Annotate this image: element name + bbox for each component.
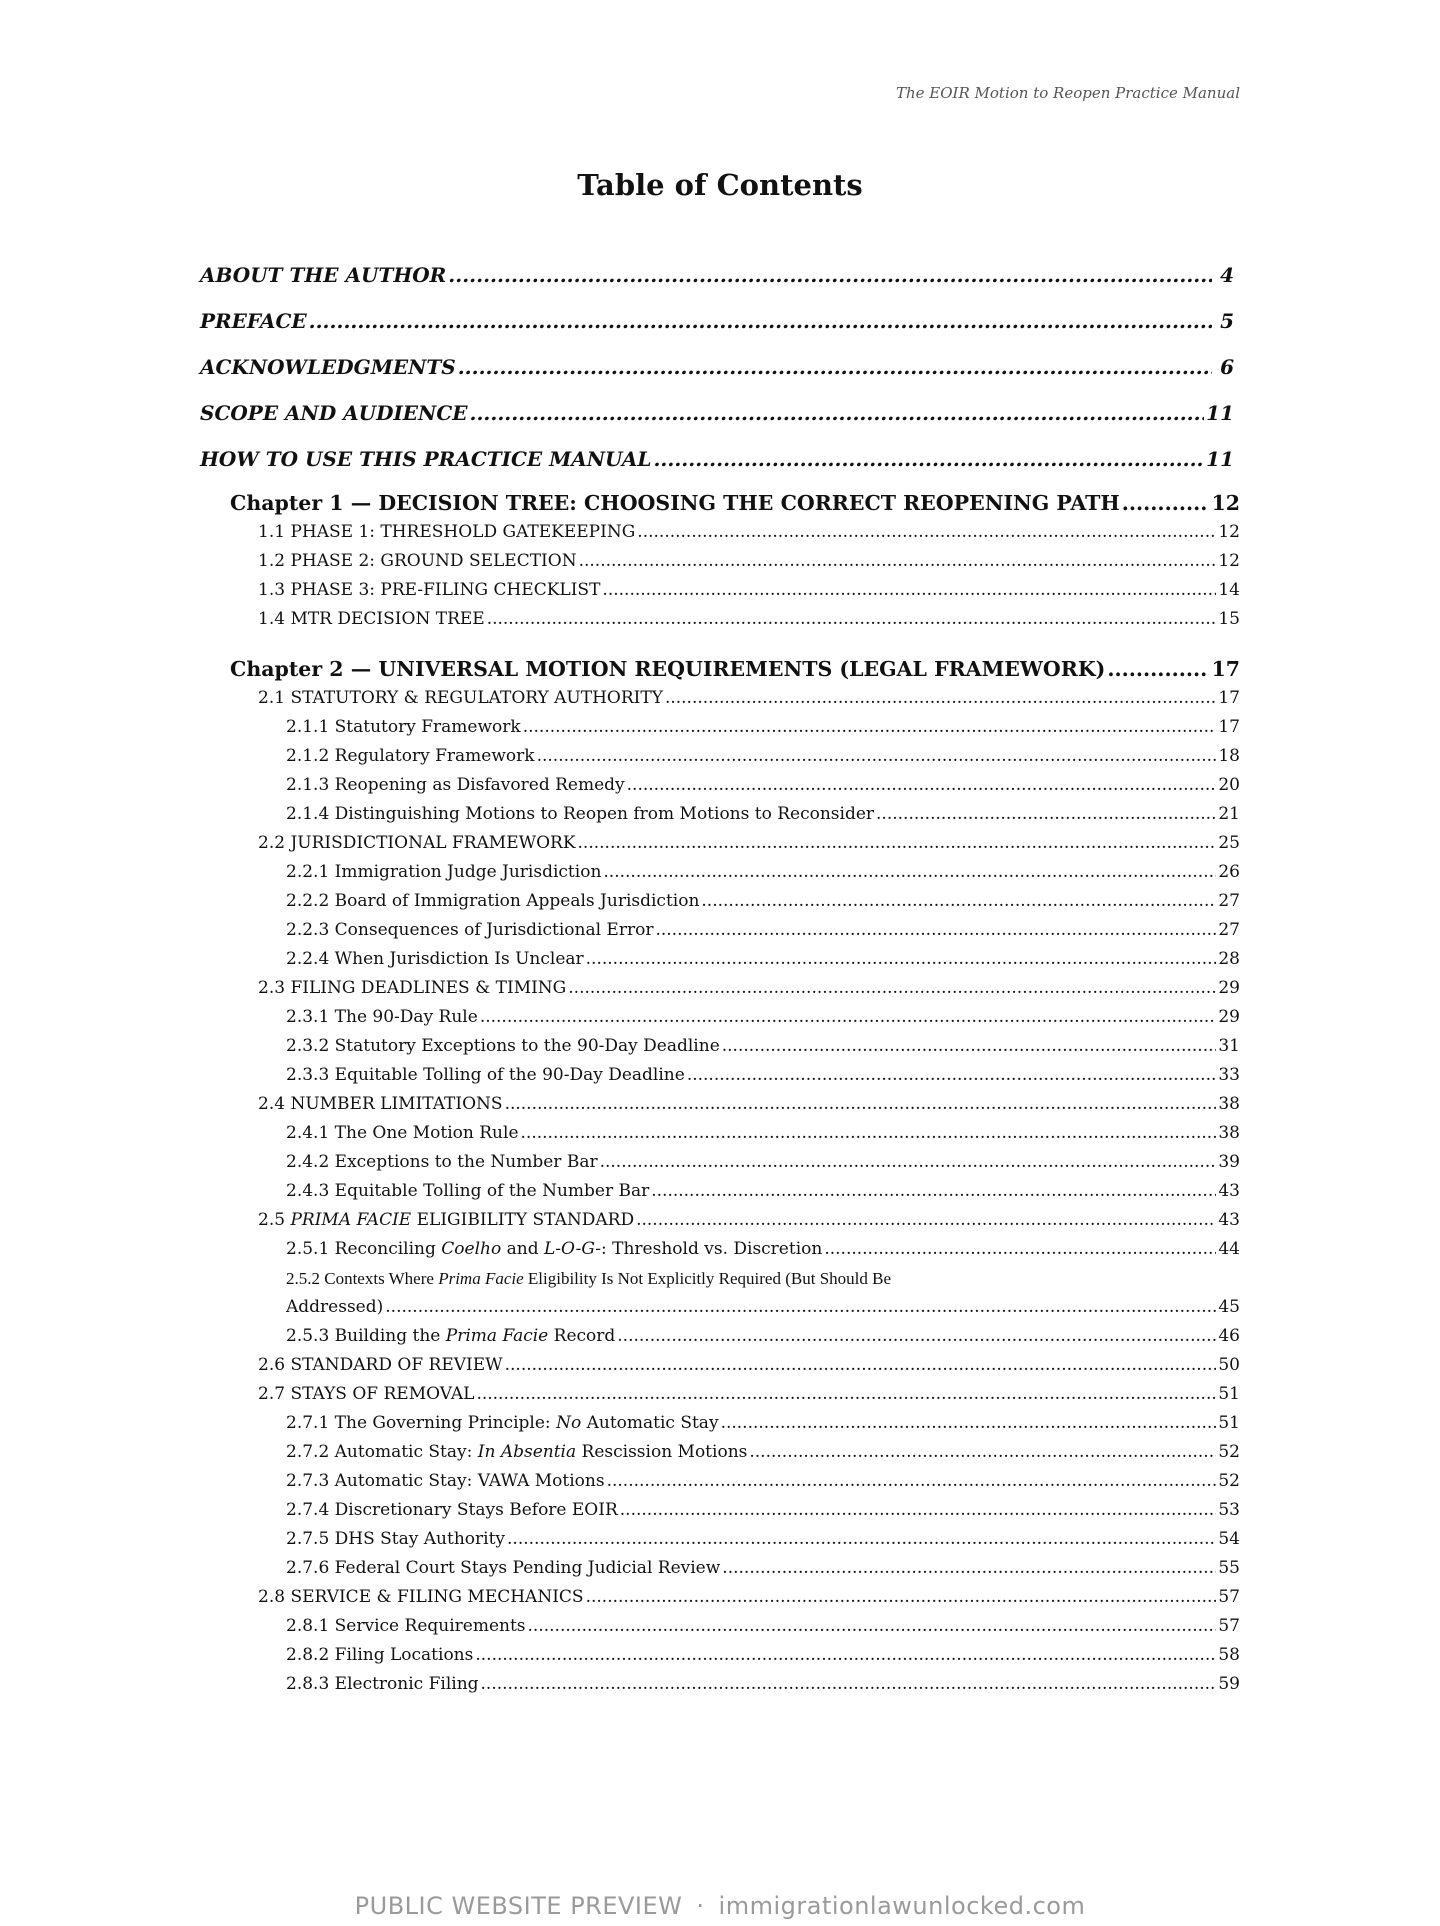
toc-entry-title: Addressed) bbox=[286, 1297, 384, 1317]
toc-subsection-2-7-1[interactable] bbox=[200, 1409, 1240, 1438]
dot-leader bbox=[824, 1235, 1216, 1264]
toc-entry-title bbox=[258, 1206, 634, 1235]
toc-subsection-2-2-2[interactable] bbox=[200, 887, 1240, 916]
toc-italic-text: Coelho bbox=[441, 1239, 502, 1259]
toc-page-number: 27 bbox=[1218, 891, 1240, 911]
toc-entry-title: 1.3 PHASE 3: PRE-FILING CHECKLIST bbox=[258, 580, 601, 600]
toc-section-2-7[interactable] bbox=[200, 1380, 1240, 1409]
toc-section-1-4[interactable] bbox=[200, 605, 1240, 634]
footer-separator: · bbox=[696, 1892, 705, 1920]
toc-entry-title: 2.2 JURISDICTIONAL FRAMEWORK bbox=[258, 833, 576, 853]
toc-entry-title bbox=[286, 1438, 747, 1467]
toc-page-number: 18 bbox=[1218, 746, 1240, 766]
toc-entry-title: 2.1 STATUTORY & REGULATORY AUTHORITY bbox=[258, 688, 663, 708]
toc-entry-title: 2.1.2 Regulatory Framework bbox=[286, 746, 535, 766]
toc-entry-title: 2.1.1 Statutory Framework bbox=[286, 717, 521, 737]
dot-leader bbox=[537, 742, 1217, 771]
toc-entry-title: 2.3.3 Equitable Tolling of the 90-Day Deadline bbox=[286, 1065, 685, 1085]
toc-entry-title: 2.6 STANDARD OF REVIEW bbox=[258, 1355, 503, 1375]
dot-leader bbox=[309, 298, 1212, 344]
toc-subsection-2-4-3[interactable] bbox=[200, 1177, 1240, 1206]
dot-leader bbox=[636, 1206, 1216, 1235]
toc-italic-text: PRIMA FACIE bbox=[290, 1210, 412, 1230]
toc-text: 2.5 bbox=[258, 1210, 291, 1230]
toc-entry-title: 2.7.5 DHS Stay Authority bbox=[286, 1529, 506, 1549]
toc-page-number: 59 bbox=[1218, 1674, 1240, 1694]
dot-leader bbox=[586, 1583, 1217, 1612]
toc-italic-text: No bbox=[556, 1413, 582, 1433]
toc-entry-title: 2.4.1 The One Motion Rule bbox=[286, 1123, 519, 1143]
toc-subsection-2-2-4[interactable] bbox=[200, 945, 1240, 974]
toc-subsection-2-7-2[interactable] bbox=[200, 1438, 1240, 1467]
toc-entry-title: 2.7 STAYS OF REMOVAL bbox=[258, 1384, 475, 1404]
toc-page-number: 33 bbox=[1218, 1065, 1240, 1085]
toc-subsection-2-1-1[interactable] bbox=[200, 713, 1240, 742]
toc-page-number: 12 bbox=[1211, 491, 1240, 515]
toc-entry-title bbox=[286, 1409, 719, 1438]
dot-leader bbox=[475, 1641, 1216, 1670]
dot-leader bbox=[607, 1467, 1217, 1496]
dot-leader bbox=[507, 1525, 1216, 1554]
dot-leader bbox=[687, 1061, 1217, 1090]
dot-leader bbox=[721, 1409, 1217, 1438]
toc-entry-title: 2.2.4 When Jurisdiction Is Unclear bbox=[286, 949, 584, 969]
dot-leader bbox=[665, 684, 1216, 713]
dot-leader bbox=[701, 887, 1216, 916]
toc-page-number: 54 bbox=[1218, 1529, 1240, 1549]
toc-page-number: 28 bbox=[1218, 949, 1240, 969]
toc-page-number: 57 bbox=[1218, 1616, 1240, 1636]
dot-leader bbox=[448, 252, 1212, 298]
toc-page-number: 17 bbox=[1211, 657, 1240, 681]
dot-leader bbox=[487, 605, 1217, 634]
toc-page-number: 52 bbox=[1218, 1471, 1240, 1491]
toc-subsection-2-8-3[interactable] bbox=[200, 1670, 1240, 1699]
dot-leader bbox=[637, 518, 1216, 547]
toc-entry-title: 2.8.2 Filing Locations bbox=[286, 1645, 474, 1665]
toc-page-number: 55 bbox=[1218, 1558, 1240, 1578]
toc-page-number: 51 bbox=[1218, 1384, 1240, 1404]
dot-leader bbox=[602, 576, 1216, 605]
toc-page-number: 29 bbox=[1218, 978, 1240, 998]
toc-page-number: 6 bbox=[1220, 355, 1234, 379]
dot-leader bbox=[568, 974, 1216, 1003]
toc-page-number: 53 bbox=[1218, 1500, 1240, 1520]
toc-entry-title: 2.2.1 Immigration Judge Jurisdiction bbox=[286, 862, 602, 882]
preview-footer bbox=[0, 1892, 1440, 1920]
toc-chapter-title: Chapter 2 — UNIVERSAL MOTION REQUIREMENTS (LEGAL FRAMEWORK) bbox=[230, 657, 1106, 681]
footer-preview-label: PUBLIC WEBSITE PREVIEW bbox=[354, 1892, 683, 1920]
dot-leader bbox=[620, 1496, 1217, 1525]
toc-page-number: 57 bbox=[1218, 1587, 1240, 1607]
toc-section-2-6[interactable] bbox=[200, 1351, 1240, 1380]
toc-page-number: 45 bbox=[1218, 1297, 1240, 1317]
toc-entry-title: 2.7.3 Automatic Stay: VAWA Motions bbox=[286, 1471, 605, 1491]
toc-text: 2.5.3 Building the bbox=[286, 1326, 446, 1346]
dot-leader bbox=[385, 1293, 1216, 1322]
toc-subsection-2-3-3[interactable] bbox=[200, 1061, 1240, 1090]
dot-leader bbox=[603, 858, 1216, 887]
toc-subsection-2-5-3[interactable] bbox=[200, 1322, 1240, 1351]
toc-entry-title: 2.7.4 Discretionary Stays Before EOIR bbox=[286, 1500, 618, 1520]
footer-website-link[interactable]: immigrationlawunlocked.com bbox=[718, 1892, 1086, 1920]
dot-leader bbox=[876, 800, 1216, 829]
toc-italic-text: L-O-G- bbox=[544, 1239, 601, 1259]
toc-entry-title: 2.2.2 Board of Immigration Appeals Jurisdiction bbox=[286, 891, 700, 911]
toc-section-2-2[interactable] bbox=[200, 829, 1240, 858]
toc-subsection-2-1-2[interactable] bbox=[200, 742, 1240, 771]
toc-subsection-2-4-1[interactable] bbox=[200, 1119, 1240, 1148]
toc-page-number: 31 bbox=[1218, 1036, 1240, 1056]
toc-subsection-2-3-1[interactable] bbox=[200, 1003, 1240, 1032]
toc-italic-text: Prima Facie bbox=[438, 1269, 524, 1288]
toc-page-number: 15 bbox=[1218, 609, 1240, 629]
toc-page-number: 4 bbox=[1220, 263, 1234, 287]
dot-leader bbox=[579, 547, 1217, 576]
dot-leader bbox=[505, 1090, 1217, 1119]
toc-text: 2.7.1 The Governing Principle: bbox=[286, 1413, 557, 1433]
toc-text: 2.5.2 Contexts Where bbox=[286, 1269, 439, 1288]
toc-page-number: 25 bbox=[1218, 833, 1240, 853]
toc-text: : Threshold vs. Discretion bbox=[601, 1239, 823, 1259]
toc-page-number: 11 bbox=[1206, 401, 1234, 425]
dot-leader bbox=[476, 1380, 1216, 1409]
dot-leader bbox=[505, 1351, 1217, 1380]
toc-page-number: 58 bbox=[1218, 1645, 1240, 1665]
toc-subsection-2-2-3[interactable] bbox=[200, 916, 1240, 945]
toc-text: 2.7.2 Automatic Stay: bbox=[286, 1442, 478, 1462]
toc-section-2-5[interactable] bbox=[200, 1206, 1240, 1235]
toc-text: Automatic Stay bbox=[581, 1413, 719, 1433]
toc-italic-text: In Absentia bbox=[477, 1442, 577, 1462]
toc-subsection-2-1-4[interactable] bbox=[200, 800, 1240, 829]
toc-subsection-2-8-1[interactable] bbox=[200, 1612, 1240, 1641]
toc-title: Table of Contents bbox=[577, 168, 863, 202]
dot-leader bbox=[627, 771, 1217, 800]
dot-leader bbox=[722, 1032, 1217, 1061]
toc-subsection-2-7-5[interactable] bbox=[200, 1525, 1240, 1554]
table-of-contents bbox=[200, 252, 1240, 1699]
dot-leader bbox=[578, 829, 1217, 858]
toc-entry-title: 2.7.6 Federal Court Stays Pending Judicial Review bbox=[286, 1558, 721, 1578]
toc-entry-title: HOW TO USE THIS PRACTICE MANUAL bbox=[200, 447, 652, 471]
toc-section-1-3[interactable] bbox=[200, 576, 1240, 605]
toc-subsection-2-7-6[interactable] bbox=[200, 1554, 1240, 1583]
dot-leader bbox=[655, 916, 1216, 945]
toc-page-number: 17 bbox=[1218, 717, 1240, 737]
toc-entry-title: 2.4.3 Equitable Tolling of the Number Bar bbox=[286, 1181, 650, 1201]
running-header: The EOIR Motion to Reopen Practice Manual bbox=[896, 84, 1240, 102]
toc-entry-title: 2.4 NUMBER LIMITATIONS bbox=[258, 1094, 503, 1114]
toc-entry-title: 1.1 PHASE 1: THRESHOLD GATEKEEPING bbox=[258, 522, 636, 542]
toc-page-number: 50 bbox=[1218, 1355, 1240, 1375]
toc-entry-about-the-author[interactable] bbox=[200, 252, 1240, 298]
toc-page-number: 29 bbox=[1218, 1007, 1240, 1027]
toc-section-2-1[interactable] bbox=[200, 684, 1240, 713]
toc-page-number: 43 bbox=[1218, 1210, 1240, 1230]
toc-section-2-3[interactable] bbox=[200, 974, 1240, 1003]
toc-entry-title: 2.1.3 Reopening as Disfavored Remedy bbox=[286, 775, 625, 795]
toc-section-2-8[interactable] bbox=[200, 1583, 1240, 1612]
toc-entry-title: 2.4.2 Exceptions to the Number Bar bbox=[286, 1152, 598, 1172]
toc-page-number: 44 bbox=[1218, 1239, 1240, 1259]
toc-entry-title: 2.3.1 The 90-Day Rule bbox=[286, 1007, 478, 1027]
toc-entry-title: SCOPE AND AUDIENCE bbox=[200, 401, 468, 425]
dot-leader bbox=[749, 1438, 1216, 1467]
toc-italic-text: Prima Facie bbox=[445, 1326, 549, 1346]
toc-page-number: 39 bbox=[1218, 1152, 1240, 1172]
toc-page-number: 38 bbox=[1218, 1094, 1240, 1114]
toc-entry-preface[interactable] bbox=[200, 298, 1240, 344]
toc-page-number: 12 bbox=[1218, 551, 1240, 571]
toc-text: 2.5.1 Reconciling bbox=[286, 1239, 442, 1259]
toc-subsection-2-5-2-continued[interactable] bbox=[200, 1293, 1240, 1322]
toc-page-number: 43 bbox=[1218, 1181, 1240, 1201]
toc-page-number: 26 bbox=[1218, 862, 1240, 882]
dot-leader bbox=[1122, 488, 1210, 518]
toc-section-1-1[interactable] bbox=[200, 518, 1240, 547]
toc-section-1-2[interactable] bbox=[200, 547, 1240, 576]
toc-page-number: 5 bbox=[1220, 309, 1234, 333]
toc-chapter-title: Chapter 1 — DECISION TREE: CHOOSING THE CORRECT REOPENING PATH bbox=[230, 491, 1120, 515]
toc-chapter-2[interactable] bbox=[200, 654, 1240, 684]
toc-page-number: 20 bbox=[1218, 775, 1240, 795]
toc-subsection-2-2-1[interactable] bbox=[200, 858, 1240, 887]
toc-text: Record bbox=[548, 1326, 616, 1346]
dot-leader bbox=[651, 1177, 1216, 1206]
toc-entry-title: 2.8 SERVICE & FILING MECHANICS bbox=[258, 1587, 584, 1607]
toc-entry-title: 2.3 FILING DEADLINES & TIMING bbox=[258, 978, 567, 998]
toc-page-number: 17 bbox=[1218, 688, 1240, 708]
dot-leader bbox=[521, 1119, 1217, 1148]
dot-leader bbox=[1107, 654, 1209, 684]
toc-section-2-4[interactable] bbox=[200, 1090, 1240, 1119]
toc-entry-title: 1.4 MTR DECISION TREE bbox=[258, 609, 485, 629]
dot-leader bbox=[722, 1554, 1216, 1583]
toc-entry-title: 1.2 PHASE 2: GROUND SELECTION bbox=[258, 551, 577, 571]
toc-page-number: 46 bbox=[1218, 1326, 1240, 1346]
dot-leader bbox=[600, 1148, 1217, 1177]
toc-entry-title: 2.3.2 Statutory Exceptions to the 90-Day Deadline bbox=[286, 1036, 720, 1056]
toc-entry-scope-and-audience[interactable] bbox=[200, 390, 1240, 436]
toc-entry-title: ABOUT THE AUTHOR bbox=[200, 263, 447, 287]
toc-entry-title: 2.8.1 Service Requirements bbox=[286, 1616, 526, 1636]
dot-leader bbox=[617, 1322, 1216, 1351]
toc-chapter-1[interactable] bbox=[200, 488, 1240, 518]
toc-page-number: 12 bbox=[1218, 522, 1240, 542]
toc-page-number: 51 bbox=[1218, 1413, 1240, 1433]
toc-subsection-2-7-3[interactable] bbox=[200, 1467, 1240, 1496]
dot-leader bbox=[528, 1612, 1217, 1641]
toc-entry-how-to-use[interactable] bbox=[200, 436, 1240, 482]
toc-page-number: 14 bbox=[1218, 580, 1240, 600]
toc-subsection-2-4-2[interactable] bbox=[200, 1148, 1240, 1177]
toc-entry-title: 2.8.3 Electronic Filing bbox=[286, 1674, 479, 1694]
toc-subsection-2-5-1[interactable] bbox=[200, 1235, 1240, 1264]
dot-leader bbox=[458, 344, 1212, 390]
toc-entry-title: 2.1.4 Distinguishing Motions to Reopen from Motions to Reconsider bbox=[286, 804, 875, 824]
toc-entry-title bbox=[286, 1235, 822, 1264]
toc-entry-title: ACKNOWLEDGMENTS bbox=[200, 355, 456, 379]
dot-leader bbox=[586, 945, 1217, 974]
toc-page-number: 11 bbox=[1206, 447, 1234, 471]
toc-entry-acknowledgments[interactable] bbox=[200, 344, 1240, 390]
dot-leader bbox=[469, 390, 1204, 436]
dot-leader bbox=[523, 713, 1217, 742]
toc-subsection-2-8-2[interactable] bbox=[200, 1641, 1240, 1670]
toc-text: Rescission Motions bbox=[576, 1442, 748, 1462]
dot-leader bbox=[480, 1003, 1217, 1032]
toc-subsection-2-7-4[interactable] bbox=[200, 1496, 1240, 1525]
toc-entry-title: PREFACE bbox=[200, 309, 307, 333]
toc-text: ELIGIBILITY STANDARD bbox=[411, 1210, 635, 1230]
toc-page-number: 52 bbox=[1218, 1442, 1240, 1462]
toc-text: and bbox=[501, 1239, 545, 1259]
dot-leader bbox=[653, 436, 1204, 482]
toc-text: Eligibility Is Not Explicitly Required (But Should Be bbox=[523, 1269, 892, 1288]
dot-leader bbox=[481, 1670, 1217, 1699]
toc-subsection-2-5-2[interactable] bbox=[200, 1264, 1240, 1293]
toc-page-number: 38 bbox=[1218, 1123, 1240, 1143]
toc-page-number: 21 bbox=[1218, 804, 1240, 824]
toc-subsection-2-1-3[interactable] bbox=[200, 771, 1240, 800]
toc-page-number: 27 bbox=[1218, 920, 1240, 940]
toc-entry-title bbox=[286, 1322, 615, 1351]
toc-entry-title: 2.2.3 Consequences of Jurisdictional Error bbox=[286, 920, 654, 940]
toc-subsection-2-3-2[interactable] bbox=[200, 1032, 1240, 1061]
